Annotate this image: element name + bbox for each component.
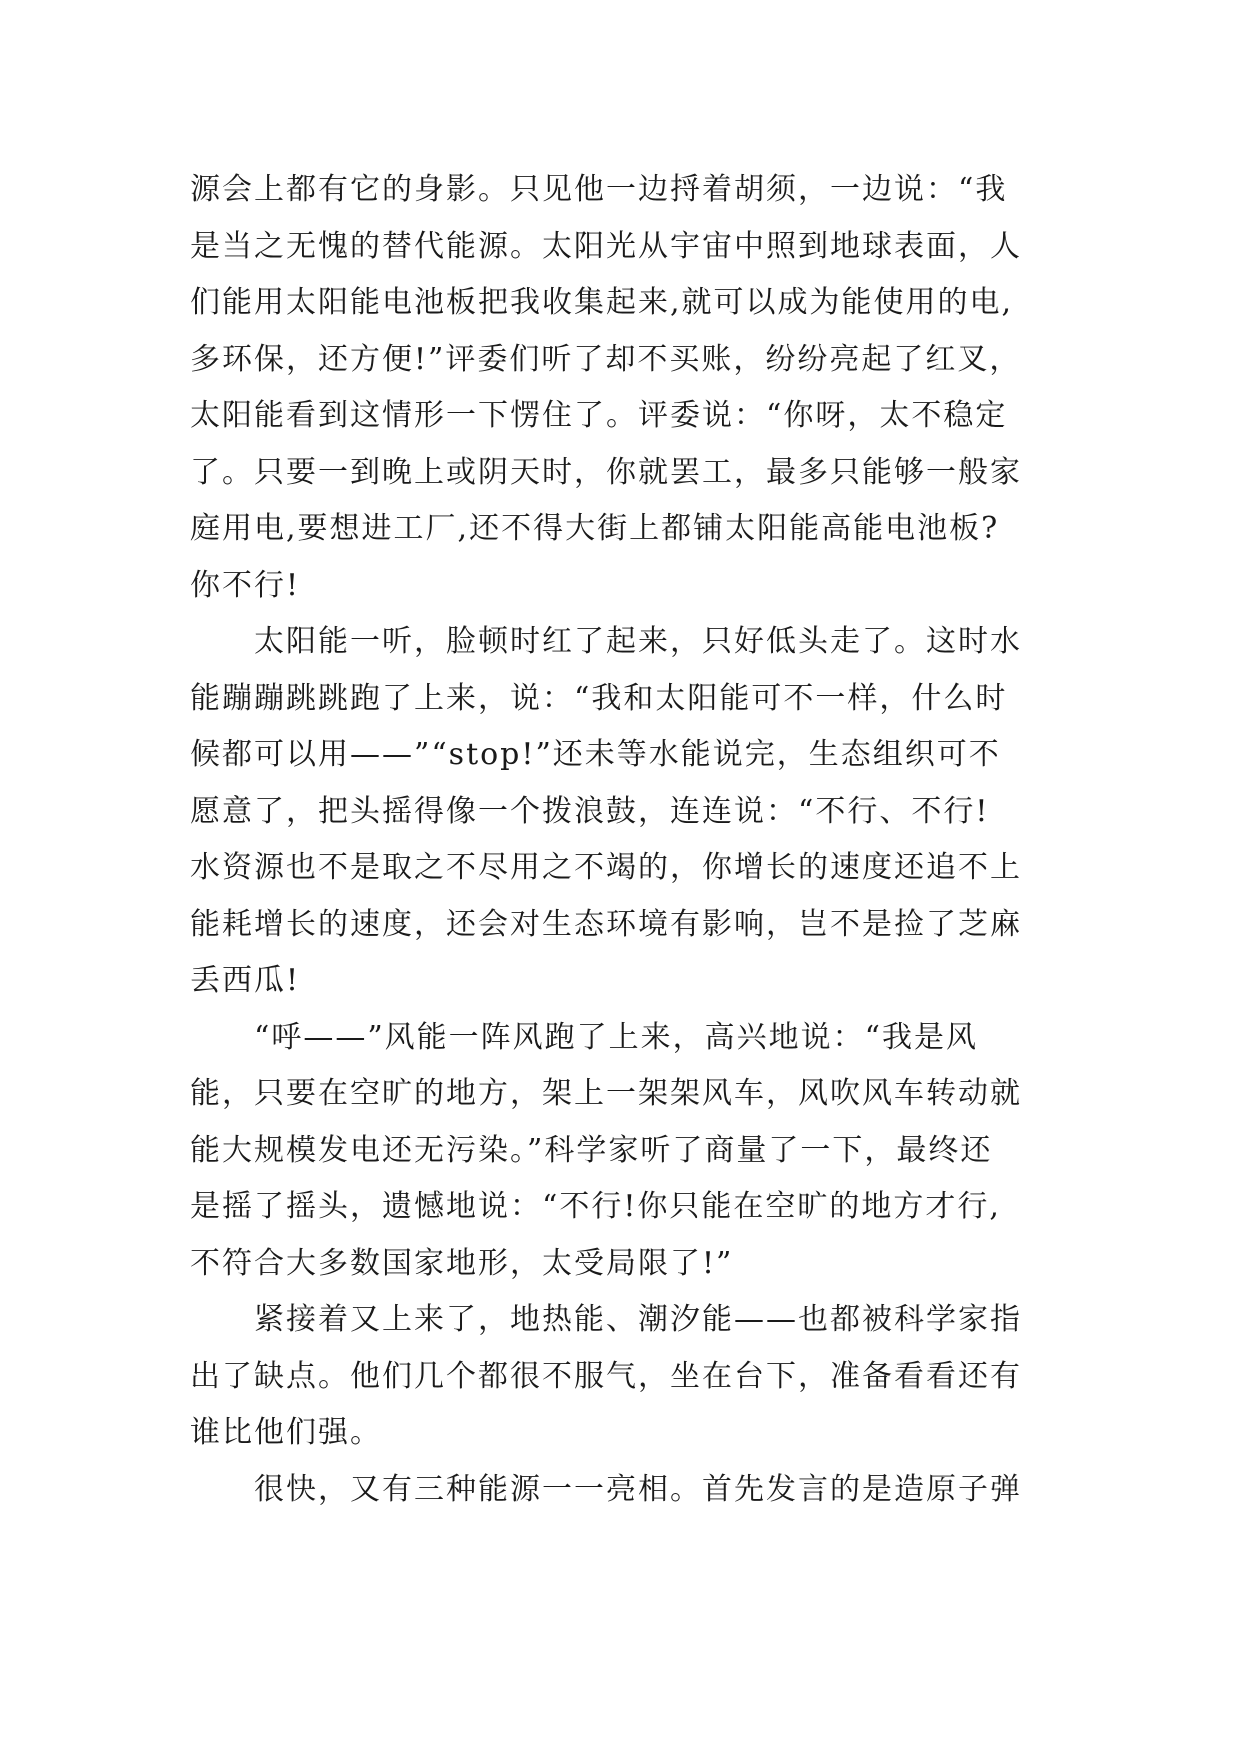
- paragraph-first-line: “呼——”风能一阵风跑了上来，高兴地说：“我是风: [254, 1019, 979, 1055]
- text-line: 是摇了摇头，遗憾地说：“不行!你只能在空旷的地方才行,: [190, 1189, 1001, 1224]
- text-line: 多环保，还方便!”评委们听了却不买账，纷纷亮起了红叉，: [190, 341, 1022, 377]
- document-body: [190, 162, 1080, 1518]
- text-line: 能大规模发电还无污染。”科学家听了商量了一下，最终还: [190, 1132, 993, 1168]
- text-line: 是当之无愧的替代能源。太阳光从宇宙中照到地球表面，人: [190, 228, 1022, 264]
- paragraph-first-line: 太阳能一听，脸顿时红了起来，只好低头走了。这时水: [254, 624, 1022, 659]
- text-line: 丢西瓜!: [190, 963, 301, 998]
- paragraph-first-line: 很快，又有三种能源一一亮相。首先发言的是造原子弹: [254, 1471, 1022, 1507]
- text-line: 庭用电,要想进工厂,还不得大街上都铺太阳能高能电池板?: [190, 511, 1000, 546]
- text-line: 不符合大多数国家地形，太受局限了!”: [190, 1245, 734, 1281]
- text-line: 了。只要一到晚上或阴天时，你就罢工，最多只能够一般家: [190, 454, 1022, 490]
- text-line: 源会上都有它的身影。只见他一边捋着胡须，一边说：“我: [190, 172, 1008, 207]
- text-line: 出了缺点。他们几个都很不服气，坐在台下，准备看看还有: [190, 1358, 1022, 1394]
- text-line: 们能用太阳能电池板把我收集起来,就可以成为能使用的电,: [190, 285, 1014, 320]
- text-line: 能，只要在空旷的地方，架上一架架风车，风吹风车转动就: [190, 1076, 1022, 1111]
- text-line: 你不行!: [190, 567, 301, 603]
- paragraph-first-line: 紧接着又上来了，地热能、潮汐能——也都被科学家指: [254, 1302, 1022, 1337]
- text-line: 能耗增长的速度，还会对生态环境有影响，岂不是捡了芝麻: [190, 906, 1022, 942]
- text-line: 候都可以用——”“stop!”还未等水能说完，生态组织可不: [190, 737, 1001, 772]
- text-line: 愿意了，把头摇得像一个拨浪鼓，连连说：“不行、不行!: [190, 793, 990, 829]
- text-line: 谁比他们强。: [190, 1415, 382, 1450]
- text-line: 太阳能看到这情形一下愣住了。评委说：“你呀，太不稳定: [190, 398, 1008, 433]
- text-line: 水资源也不是取之不尽用之不竭的，你增长的速度还追不上: [190, 850, 1022, 885]
- text-line: 能蹦蹦跳跳跑了上来，说：“我和太阳能可不一样，什么时: [190, 680, 1008, 716]
